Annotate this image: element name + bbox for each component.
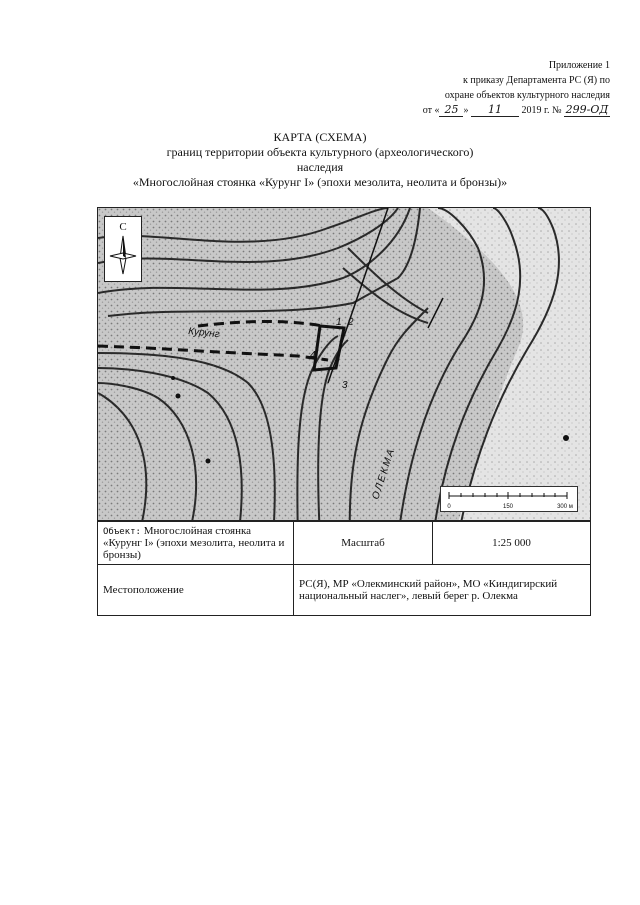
point-label-4: 4 xyxy=(310,350,316,361)
scale-label: Масштаб xyxy=(294,522,433,565)
location-label: Местоположение xyxy=(98,565,294,616)
map-drawing xyxy=(98,208,591,521)
compass-icon xyxy=(104,216,142,282)
table-row xyxy=(98,565,591,616)
title-line-3: наследия xyxy=(296,160,344,174)
appendix-line-3: охране объектов культурного наследия xyxy=(444,90,610,101)
scale-tick-150: 150 xyxy=(502,504,514,510)
date-year: 2019 г. № xyxy=(521,105,562,116)
compass-letter: С xyxy=(119,221,127,233)
object-cell xyxy=(98,522,294,565)
date-mid: » xyxy=(463,105,469,116)
appendix-line-2: к приказу Департамента РС (Я) по xyxy=(462,75,610,86)
document-title xyxy=(0,130,640,190)
appendix-line-1: Приложение 1 xyxy=(548,60,610,71)
object-value: Многослойная стоянка «Курунг I» (эпохи мезолита, неолита и бронзы) xyxy=(103,525,285,561)
topographic-map xyxy=(97,207,591,521)
point-label-2: 2 xyxy=(348,317,354,328)
order-number: 299-ОД xyxy=(565,103,609,116)
table-row xyxy=(98,522,591,565)
appendix-block xyxy=(423,58,610,118)
location-value: РС(Я), МР «Олекминский район», МО «Киндигирский национальный наслег», левый берег р. Олекма xyxy=(294,565,591,616)
scale-value: 1:25 000 xyxy=(433,522,591,565)
point-label-1: 1 xyxy=(336,317,342,328)
title-line-2: границ территории объекта культурного (археологического) xyxy=(166,145,474,159)
north-arrow xyxy=(104,216,142,282)
object-label: Объект: xyxy=(103,527,141,537)
title-line-4: «Многослойная стоянка «Курунг I» (эпохи мезолита, неолита и бронзы)» xyxy=(132,175,508,189)
scale-tick-0: 0 xyxy=(447,504,451,510)
scale-bar xyxy=(440,486,578,512)
title-line-1: КАРТА (СХЕМА) xyxy=(273,130,367,144)
stream-label: Курунг xyxy=(187,326,221,341)
date-month: 11 xyxy=(471,104,519,117)
scale-bar-graphic xyxy=(441,487,577,511)
date-day: 25 xyxy=(439,104,463,117)
appendix-date-line xyxy=(423,103,610,118)
river-label: ОЛЕКМА xyxy=(370,446,398,501)
scale-tick-300: 300 м xyxy=(557,504,573,510)
info-table xyxy=(97,521,591,616)
date-prefix: от « xyxy=(422,105,440,116)
point-label-3: 3 xyxy=(342,380,348,391)
